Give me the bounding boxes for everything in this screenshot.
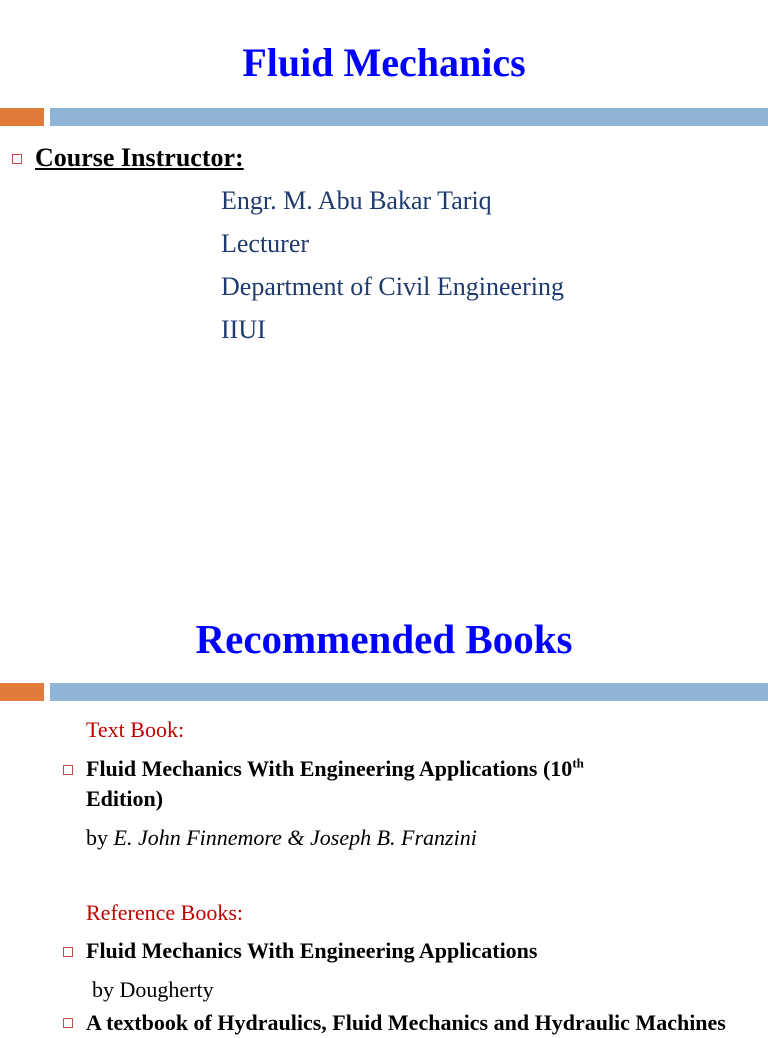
instructor-position: Lecturer (221, 229, 310, 258)
slide-title: Fluid Mechanics (242, 40, 526, 85)
divider-accent-orange (0, 108, 44, 126)
title-divider-bar (0, 108, 768, 126)
title-divider-bar (0, 683, 768, 701)
divider-accent-orange (0, 683, 44, 701)
text-book-title-main: Fluid Mechanics With Engineering Applications (10 (86, 756, 573, 781)
reference-book-2-title: A textbook of Hydraulics, Fluid Mechanics and Hydraulic Machines (86, 1010, 726, 1035)
instructor-name: Engr. M. Abu Bakar Tariq (221, 186, 492, 215)
text-book-title-sup: th (572, 755, 584, 771)
course-instructor-heading: Course Instructor: (35, 143, 244, 172)
slide-title: Recommended Books (195, 616, 573, 662)
square-bullet-icon (63, 947, 73, 957)
square-bullet-icon (12, 154, 22, 164)
text-book-label: Text Book: (86, 717, 185, 742)
author-names: E. John Finnemore & Joseph B. Franzini (108, 825, 477, 850)
slide-course-instructor (0, 0, 768, 512)
square-bullet-icon (63, 765, 73, 775)
divider-accent-blue (50, 108, 768, 126)
author-prefix: by (86, 825, 108, 850)
slide-recommended-books (0, 578, 768, 1035)
reference-book-1-title: Fluid Mechanics With Engineering Applications (86, 938, 538, 963)
divider-accent-blue (50, 683, 768, 701)
text-book-title-line2: Edition) (86, 786, 164, 811)
reference-books-label: Reference Books: (86, 900, 243, 925)
instructor-institution: IIUI (221, 315, 266, 344)
text-book-title (86, 754, 584, 814)
text-book-author (86, 824, 477, 852)
instructor-department: Department of Civil Engineering (221, 272, 564, 301)
reference-book-1-author: by Dougherty (92, 977, 214, 1002)
square-bullet-icon (63, 1018, 73, 1028)
